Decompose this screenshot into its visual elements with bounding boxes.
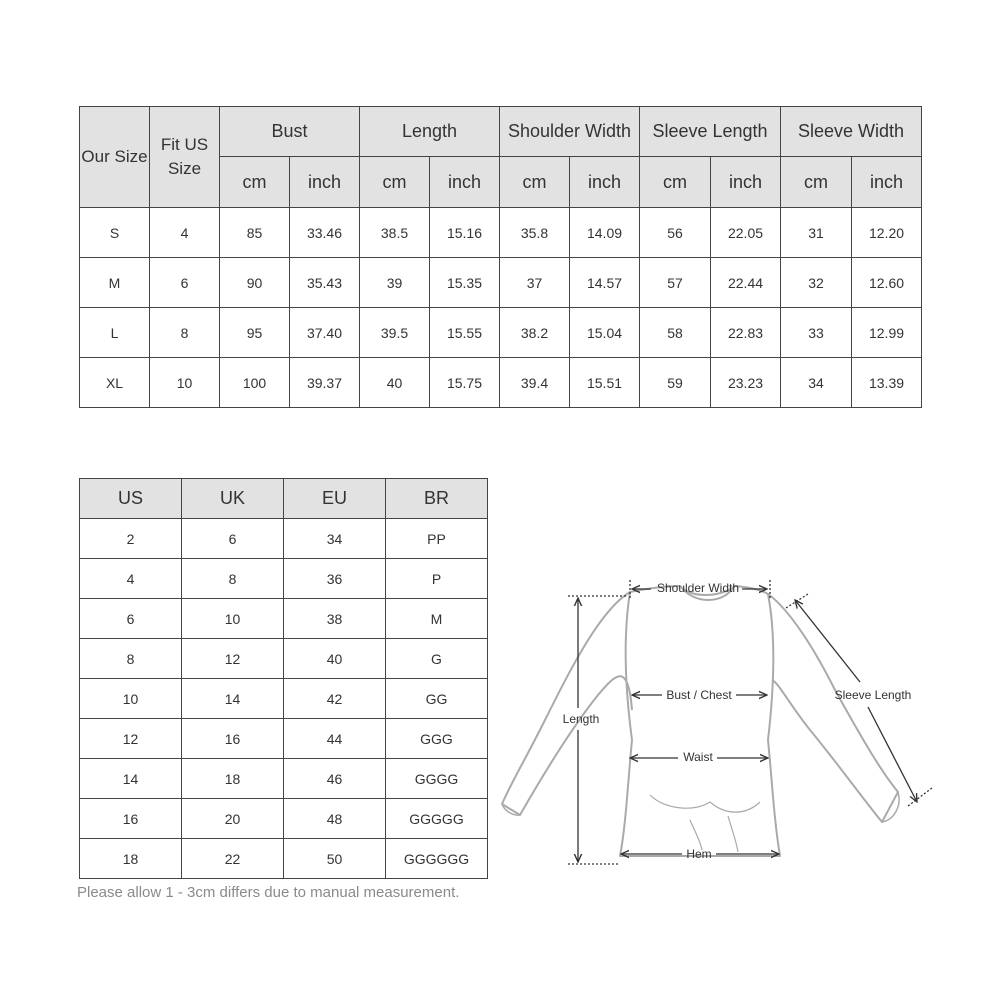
unit-inch: inch bbox=[570, 157, 640, 208]
fit-us-size-header bbox=[150, 107, 220, 208]
measurement-cell: 13.39 bbox=[852, 358, 922, 408]
table-row bbox=[80, 358, 922, 408]
measurement-cell: 40 bbox=[360, 358, 430, 408]
eu-cell: 44 bbox=[284, 719, 386, 759]
measurement-cell: 95 bbox=[220, 308, 290, 358]
our-size-header: Our Size bbox=[80, 107, 150, 208]
unit-inch: inch bbox=[290, 157, 360, 208]
eu-cell: 36 bbox=[284, 559, 386, 599]
br-cell: G bbox=[386, 639, 488, 679]
uk-cell: 14 bbox=[182, 679, 284, 719]
us-cell: 10 bbox=[80, 679, 182, 719]
measurement-cell: 14.09 bbox=[570, 208, 640, 258]
measurement-cell: 39.37 bbox=[290, 358, 360, 408]
measurement-cell: 56 bbox=[640, 208, 711, 258]
measurement-cell: 85 bbox=[220, 208, 290, 258]
measurement-cell: 12.60 bbox=[852, 258, 922, 308]
uk-cell: 6 bbox=[182, 519, 284, 559]
fit-us-cell: 8 bbox=[150, 308, 220, 358]
measurement-cell: 22.83 bbox=[711, 308, 781, 358]
br-cell: GGGGG bbox=[386, 799, 488, 839]
measurement-cell: 35.8 bbox=[500, 208, 570, 258]
uk-cell: 22 bbox=[182, 839, 284, 879]
size-cell: XL bbox=[80, 358, 150, 408]
us-cell: 12 bbox=[80, 719, 182, 759]
eu-header: EU bbox=[284, 479, 386, 519]
table-row bbox=[80, 258, 922, 308]
measurement-cell: 14.57 bbox=[570, 258, 640, 308]
measurement-cell: 39.4 bbox=[500, 358, 570, 408]
unit-cm: cm bbox=[640, 157, 711, 208]
size-cell: S bbox=[80, 208, 150, 258]
measurement-cell: 58 bbox=[640, 308, 711, 358]
fit-us-cell: 6 bbox=[150, 258, 220, 308]
size-cell: L bbox=[80, 308, 150, 358]
br-cell: GG bbox=[386, 679, 488, 719]
br-cell: P bbox=[386, 559, 488, 599]
shirt-outline-icon bbox=[502, 586, 899, 856]
measurement-cell: 22.44 bbox=[711, 258, 781, 308]
table-row bbox=[80, 839, 488, 879]
bust-header: Bust bbox=[220, 107, 360, 157]
unit-cm: cm bbox=[360, 157, 430, 208]
measurement-cell: 35.43 bbox=[290, 258, 360, 308]
eu-cell: 40 bbox=[284, 639, 386, 679]
measurement-cell: 37 bbox=[500, 258, 570, 308]
measurement-cell: 100 bbox=[220, 358, 290, 408]
measurement-cell: 57 bbox=[640, 258, 711, 308]
measurement-cell: 38.2 bbox=[500, 308, 570, 358]
uk-header: UK bbox=[182, 479, 284, 519]
measurement-cell: 38.5 bbox=[360, 208, 430, 258]
table-row bbox=[80, 599, 488, 639]
measurement-cell: 15.35 bbox=[430, 258, 500, 308]
table-row bbox=[80, 759, 488, 799]
table-row bbox=[80, 208, 922, 258]
fit-us-cell: 4 bbox=[150, 208, 220, 258]
uk-cell: 10 bbox=[182, 599, 284, 639]
measurement-cell: 22.05 bbox=[711, 208, 781, 258]
fit-header-line2: Size bbox=[167, 159, 202, 178]
table-row bbox=[80, 719, 488, 759]
us-cell: 4 bbox=[80, 559, 182, 599]
measurement-cell: 15.55 bbox=[430, 308, 500, 358]
uk-cell: 8 bbox=[182, 559, 284, 599]
eu-cell: 34 bbox=[284, 519, 386, 559]
br-cell: PP bbox=[386, 519, 488, 559]
fit-header-line1: Fit US bbox=[160, 135, 209, 154]
table-row bbox=[80, 559, 488, 599]
measurement-note: Please allow 1 - 3cm differs due to manual measurement. bbox=[77, 884, 460, 901]
measurement-cell: 39.5 bbox=[360, 308, 430, 358]
measurement-cell: 15.16 bbox=[430, 208, 500, 258]
measurement-cell: 12.20 bbox=[852, 208, 922, 258]
measurement-cell: 31 bbox=[781, 208, 852, 258]
hem-label: Hem bbox=[686, 847, 712, 861]
br-header: BR bbox=[386, 479, 488, 519]
size-chart-table bbox=[79, 106, 922, 408]
eu-cell: 46 bbox=[284, 759, 386, 799]
bust-chest-label: Bust / Chest bbox=[666, 688, 732, 702]
length-header: Length bbox=[360, 107, 500, 157]
us-cell: 6 bbox=[80, 599, 182, 639]
br-cell: GGGG bbox=[386, 759, 488, 799]
br-cell: M bbox=[386, 599, 488, 639]
unit-cm: cm bbox=[500, 157, 570, 208]
us-cell: 8 bbox=[80, 639, 182, 679]
measurement-cell: 32 bbox=[781, 258, 852, 308]
shoulder-width-header: Shoulder Width bbox=[500, 107, 640, 157]
eu-cell: 50 bbox=[284, 839, 386, 879]
table-row bbox=[80, 799, 488, 839]
us-cell: 16 bbox=[80, 799, 182, 839]
shoulder-width-label: Shoulder Width bbox=[656, 581, 740, 595]
sleeve-length-label: Sleeve Length bbox=[834, 688, 912, 702]
eu-cell: 42 bbox=[284, 679, 386, 719]
measurement-cell: 34 bbox=[781, 358, 852, 408]
size-cell: M bbox=[80, 258, 150, 308]
unit-cm: cm bbox=[781, 157, 852, 208]
measurement-lines bbox=[568, 580, 932, 864]
eu-cell: 38 bbox=[284, 599, 386, 639]
unit-inch: inch bbox=[711, 157, 781, 208]
measurement-cell: 15.04 bbox=[570, 308, 640, 358]
unit-inch: inch bbox=[852, 157, 922, 208]
eu-cell: 48 bbox=[284, 799, 386, 839]
measurement-cell: 12.99 bbox=[852, 308, 922, 358]
measurement-cell: 59 bbox=[640, 358, 711, 408]
br-cell: GGGGGG bbox=[386, 839, 488, 879]
measurement-cell: 33 bbox=[781, 308, 852, 358]
uk-cell: 18 bbox=[182, 759, 284, 799]
uk-cell: 20 bbox=[182, 799, 284, 839]
sleeve-width-header: Sleeve Width bbox=[781, 107, 922, 157]
us-header: US bbox=[80, 479, 182, 519]
measurement-cell: 15.51 bbox=[570, 358, 640, 408]
measurement-cell: 90 bbox=[220, 258, 290, 308]
measurement-cell: 23.23 bbox=[711, 358, 781, 408]
unit-cm: cm bbox=[220, 157, 290, 208]
table-row bbox=[80, 308, 922, 358]
unit-inch: inch bbox=[430, 157, 500, 208]
table-row bbox=[80, 519, 488, 559]
br-cell: GGG bbox=[386, 719, 488, 759]
measurement-cell: 33.46 bbox=[290, 208, 360, 258]
waist-label: Waist bbox=[683, 750, 713, 764]
measurement-cell: 15.75 bbox=[430, 358, 500, 408]
fit-us-cell: 10 bbox=[150, 358, 220, 408]
size-conversion-table bbox=[79, 478, 488, 879]
length-label: Length bbox=[562, 712, 600, 726]
table-row bbox=[80, 639, 488, 679]
measurement-cell: 39 bbox=[360, 258, 430, 308]
table-row bbox=[80, 679, 488, 719]
measurement-cell: 37.40 bbox=[290, 308, 360, 358]
uk-cell: 12 bbox=[182, 639, 284, 679]
us-cell: 18 bbox=[80, 839, 182, 879]
uk-cell: 16 bbox=[182, 719, 284, 759]
garment-measurement-diagram bbox=[490, 570, 940, 870]
sleeve-length-header: Sleeve Length bbox=[640, 107, 781, 157]
us-cell: 14 bbox=[80, 759, 182, 799]
us-cell: 2 bbox=[80, 519, 182, 559]
